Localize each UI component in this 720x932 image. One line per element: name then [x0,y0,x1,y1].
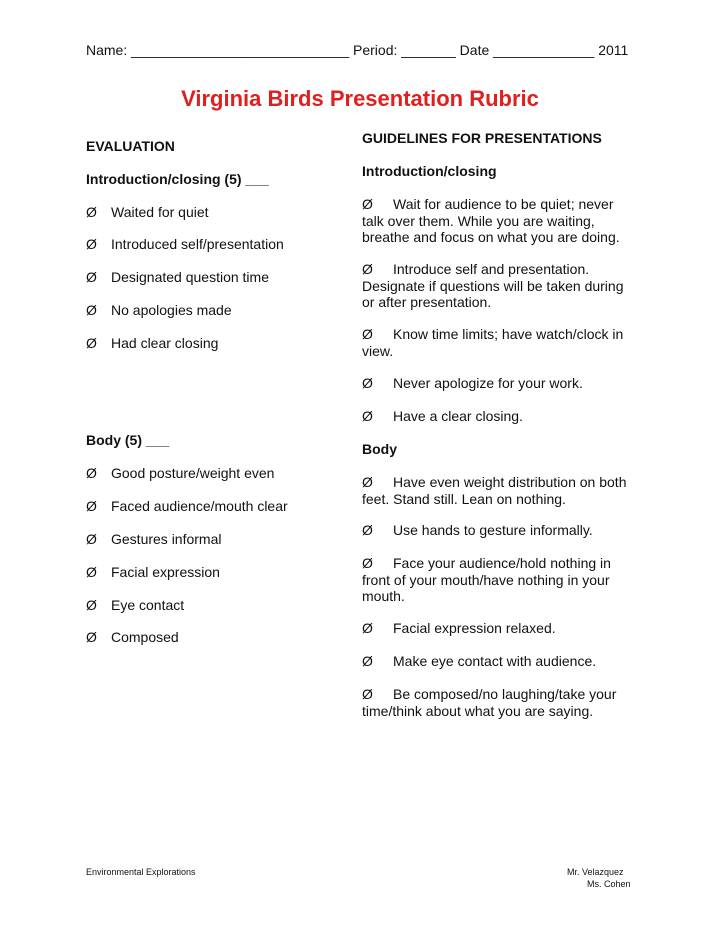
guideline-text: Wait for audience to be quiet; never talk over them. While you are waiting, breathe and focus on what you are doing. [362,196,620,245]
guideline-text: Be composed/no laughing/take your time/think about what you are saying. [362,686,617,719]
guideline-body-item [362,474,638,507]
bullet-symbol: Ø [362,408,373,424]
evaluation-intro-heading: Introduction/closing (5) ___ [86,171,269,187]
evaluation-body-item: Facial expression [111,564,220,580]
evaluation-body-item: Eye contact [111,597,185,613]
bullet-symbol: Ø [362,653,373,669]
guideline-text: Facial expression relaxed. [393,620,556,636]
bullet-symbol: Ø [86,465,97,481]
bullet-symbol: Ø [362,196,373,212]
guideline-text: Use hands to gesture informally. [393,522,593,538]
evaluation-body-item: Faced audience/mouth clear [111,498,288,514]
footer-teacher-2: Ms. Cohen [587,879,631,889]
bullet-symbol: Ø [86,269,97,285]
evaluation-body-heading: Body (5) ___ [86,432,170,448]
evaluation-intro-item: Had clear closing [111,335,219,351]
bullet-symbol: Ø [86,498,97,514]
guideline-text: Have even weight distribution on both feet. Stand still. Lean on nothing. [362,474,627,507]
bullet-symbol: Ø [86,531,97,547]
bullet-symbol: Ø [362,555,373,571]
page-title: Virginia Birds Presentation Rubric [181,86,539,111]
bullet-symbol: Ø [86,629,97,645]
bullet-symbol: Ø [86,597,97,613]
evaluation-intro-item: Waited for quiet [111,204,209,220]
bullet-symbol: Ø [362,686,373,702]
bullet-symbol: Ø [362,474,373,490]
footer-teacher-1: Mr. Velazquez [567,867,624,877]
guideline-body-item [362,522,638,539]
guidelines-body-heading: Body [362,441,397,457]
bullet-symbol: Ø [362,326,373,342]
guideline-intro-item [362,326,638,359]
guideline-body-item [362,686,638,719]
bullet-symbol: Ø [86,236,97,252]
guidelines-heading: GUIDELINES FOR PRESENTATIONS [362,130,602,146]
guideline-text: Never apologize for your work. [393,375,583,391]
bullet-symbol: Ø [362,620,373,636]
bullet-symbol: Ø [86,335,97,351]
bullet-symbol: Ø [86,564,97,580]
evaluation-body-item: Good posture/weight even [111,465,275,481]
evaluation-intro-item: No apologies made [111,302,232,318]
bullet-symbol: Ø [362,375,373,391]
guideline-body-item [362,555,638,605]
evaluation-intro-item: Designated question time [111,269,269,285]
guideline-body-item [362,653,638,670]
bullet-symbol: Ø [86,302,97,318]
guideline-intro-item [362,375,638,392]
guideline-text: Make eye contact with audience. [393,653,597,669]
guideline-intro-item [362,196,638,246]
evaluation-body-item: Composed [111,629,179,645]
bullet-symbol: Ø [362,522,373,538]
bullet-symbol: Ø [86,204,97,220]
footer-left: Environmental Explorations [86,867,196,877]
guideline-text: Have a clear closing. [393,408,523,424]
header-name-period-date: Name: ____________________________ Period: _______ Date _____________ 2011 [86,42,629,58]
guideline-intro-item [362,408,638,425]
bullet-symbol: Ø [362,261,373,277]
guideline-text: Face your audience/hold nothing in front of your mouth/have nothing in your mouth. [362,555,611,604]
evaluation-heading: EVALUATION [86,138,175,154]
guideline-text: Know time limits; have watch/clock in view. [362,326,624,359]
guideline-body-item [362,620,638,637]
guideline-text: Introduce self and presentation. Designate if questions will be taken during or after presentation. [362,261,624,310]
evaluation-body-item: Gestures informal [111,531,222,547]
guideline-intro-item [362,261,638,311]
guidelines-intro-heading: Introduction/closing [362,163,497,179]
evaluation-intro-item: Introduced self/presentation [111,236,284,252]
